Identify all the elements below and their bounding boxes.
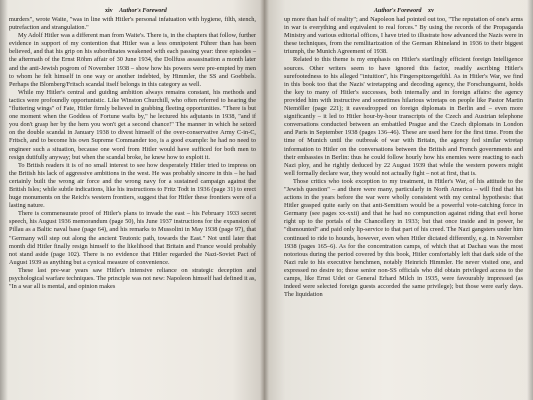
right-page-number: xv [428,8,435,14]
right-running-title: Author's Foreword [374,8,422,14]
paragraph: These last pre-war years saw Hitler's intensive reliance on strategic deception and psychological warfare techniques. The principle was not new: Napoleon himself had defined it as, "In a war all is mental, and opinion makes [9,266,256,291]
paragraph: murders", wrote Waite, "was in line with Hitler's personal infatuation with hygiene, filth, stench, putrefaction and strangulation." [9,16,256,32]
paragraph: To British readers it is of no small interest to see how desperately Hitler tried to impress on the British his lack of aggressive ambitions in the west. He was probably sincere in this – he had certainly built the wrong air force and the wrong navy for a sustained campaign against the British Isles; while subtle indications, like his instructions to Fritz Todt in 1936 (page 31) to erect huge monuments on the Reich's western frontiers, suggest that for Hitler these frontiers were of a lasting nature. [9,161,256,210]
paragraph: While my Hitler's central and guiding ambition always remains constant, his methods and tactics were profoundly opportunistic. Like Winston Churchill, who often referred to hearing the "fluttering wings" of Fate, Hitler firmly believed in grabbing fleeting opportunities. "There is but one moment when the Goddess of Fortune wafts by," he lectured his adjutants in 1938, "and if you don't grasp her by the hem you won't get a second chance!" The manner in which he seized on the double scandal in January 1938 to divest himself of the over-conservative Army C-in-C, Fritsch, and to become his own Supreme Commander too, is a good example: he had no need to engineer such a situation, because one word from Hitler would have sufficed for both men to resign dutifully anyway; but when the scandal broke, he knew how to exploit it. [9,88,256,161]
paragraph: There is commensurate proof of Hitler's plans to invade the east – his February 1933 secret speech, his August 1936 memorandum (page 50), his June 1937 instructions for the expansion of Pillau as a Baltic naval base (page 64), and his remarks to Mussolini in May 1938 (page 97), that "Germany will step out along the ancient Teutonic path, towards the East." Not until later that month did Hitler finally resign himself to the likelihood that Britain and France would probably not stand aside (page 102). There is no evidence that Hitler regarded the Nazi-Soviet Pact of August 1939 as anything but a cynical measure of convenience. [9,210,256,266]
left-running-title: Author's Foreword [119,8,167,14]
left-page-number: xiv [105,8,113,14]
page-edge-shadow [0,0,8,400]
right-page [264,0,533,400]
paragraph: My Adolf Hitler was a different man from Waite's. There is, in the chapters that follow, further evidence in support of my contention that Hitler was a less omnipotent Führer than has been believed, and that his grip on his subordinates weakened with each passing year: three episodes – the aftermath of the Ernst Röhm affair of 30 June 1934, the Dollfuss assassination a month later and the anti-Jewish pogrom of November 1938 – show how his powers were pre-empted by men to whom he felt himself in one way or another indebted, by Himmler, the SS and Goebbels. Perhaps the Blomberg/Fritsch scandal itself belongs in this category as well. [9,32,256,88]
right-page-body [284,16,523,299]
paragraph: up more than half of reality"; and Napoleon had pointed out too, "The reputation of one's arms in war is everything and equivalent to real forces." By using the records of the Propaganda Ministry and various editorial offices, I have tried to illustrate how advanced the Nazis were in these techniques, from the remilitarization of the German Rhineland in 1936 to their biggest triumph, the Munich Agreement of 1938. [284,16,523,56]
right-running-head [284,7,523,16]
left-page [0,0,264,400]
left-running-head [9,7,256,16]
paragraph: Those critics who took exception to my treatment, in Hitler's War, of his attitude to the "Jewish question" – and there were many, particularly in North America – will find that his actions in the years before the war were wholly consistent with my central hypothesis: that Hitler grasped quite early on that anti-Semitism would be a powerful vote-catching force in Germany (see pages xx-xxii) and that he had no compunction against riding that evil horse right up to the portals of the Chancellery in 1933; but that once inside and in power, he "dismounted" and paid only lip-service to that part of his creed. The Nazi gangsters under him continued to ride to hounds, however, even when Hitler dictated differently, e.g. in November 1938 (pages 165–6). As for the concentration camps, of which that at Dachau was the most notorious during the period covered by this book, Hitler comfortably left that dark side of the Nazi rule to his executive henchmen, notably Heinrich Himmler. He never visited one, and expressed no desire to; those senior non-SS officials who did obtain privileged access to the camps, like Ernst Udet or General Erhard Milch in 1935, were favourably impressed (as indeed were selected foreign guests accorded the same privilege); but those were early days. The liquidation [284,177,523,299]
paragraph: Related to this theme is my emphasis on Hitler's startlingly efficient foreign Intelligence sources. Other writers seem to have ignored this factor, readily ascribing Hitler's surefootedness to his alleged "intuition", his Fingerspitzengefühl. As in Hitler's War, we find in this book too that the Nazis' wiretapping and decoding agency, the Forschungsamt, holds the key to many of Hitler's successes, both internally and in foreign affairs: the agency provided him with instructive and sometimes hilarious wiretaps on people like Pastor Martin Niemöller (page 221); it eavesdropped on foreign diplomats in Berlin and – even more significantly – it led to Hitler hour-by-hour transcripts of the Czech and Austrian telephone conversations conducted between an embattled Prague and the Czech diplomats in London and Paris in September 1938 (pages 136–46). These are used here for the first time. From the time of Munich until the outbreak of war with Britain, the agency fed similar wiretap information to Hitler on the conversations between the British and French governments and their embassies in Berlin: thus he could follow hourly how his enemies were reacting to each Nazi ploy, and he rightly deduced by 22 August 1939 that while the western powers might well formally declare war, they would not actually fight – not at first, that is. [284,56,523,177]
left-page-body [9,16,256,291]
page-edge-shadow [527,0,533,400]
